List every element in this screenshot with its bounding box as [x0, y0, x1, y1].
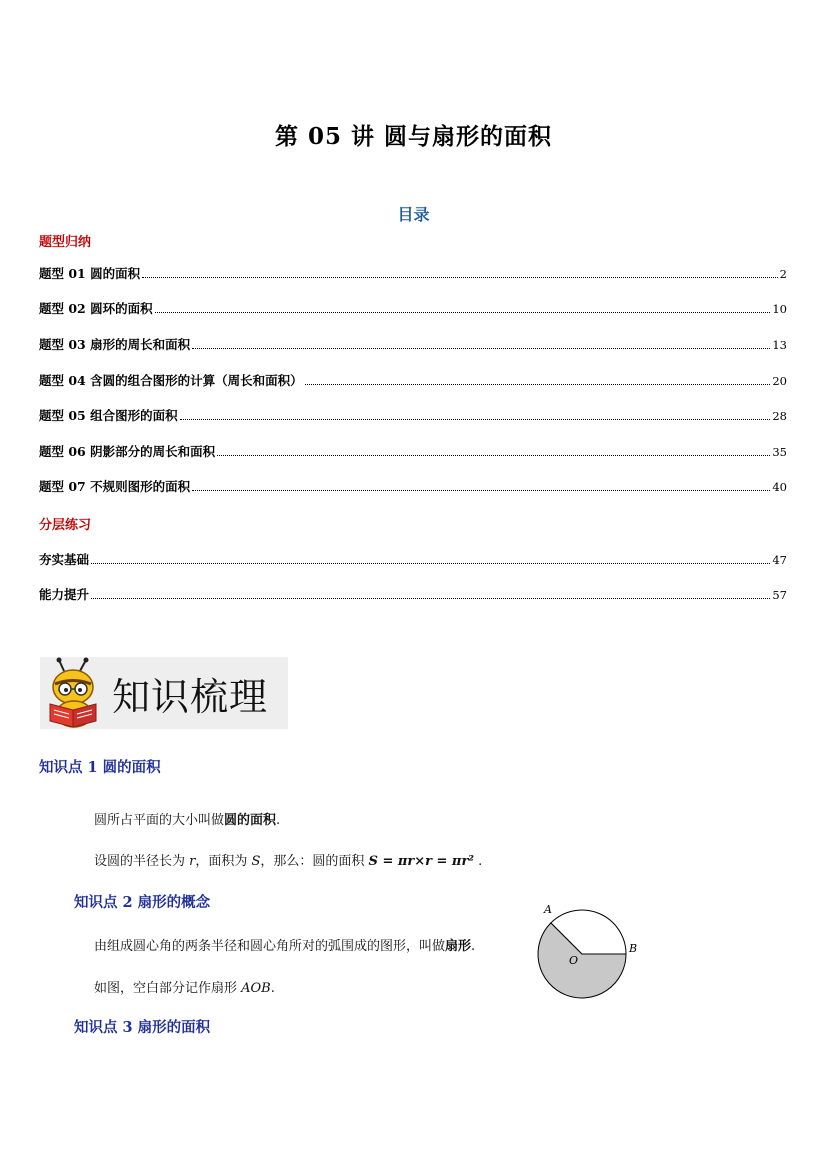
kp1-term: 圆的面积	[224, 813, 277, 828]
toc-section-practice: 分层练习	[39, 518, 92, 533]
toc-item-label: 题型 02 圆环的面积	[39, 301, 153, 316]
toc-item-page: 20	[772, 374, 787, 388]
kp2-term: 扇形	[445, 939, 472, 954]
toc-item-label: 题型 07 不规则图形的面积	[39, 479, 191, 494]
toc-section-question-types: 题型归纳	[39, 235, 92, 250]
kp3-heading: 知识点 3 扇形的面积	[74, 1019, 211, 1036]
toc-item[interactable]	[39, 552, 787, 568]
toc-dot-leader	[91, 598, 770, 599]
kp1-definition	[94, 809, 280, 828]
toc-item-page: 10	[772, 302, 787, 316]
kp2-line2-pre: 如图，空白部分记作扇形	[94, 981, 242, 996]
toc-item-label: 题型 05 组合图形的面积	[39, 408, 178, 423]
toc-item[interactable]	[39, 479, 787, 495]
kp1-line1-pre: 圆所占平面的大小叫做	[94, 813, 225, 828]
sector-figure	[530, 898, 650, 1004]
toc-item-page: 13	[772, 338, 787, 352]
toc-item-label: 题型 06 阴影部分的周长和面积	[39, 444, 216, 459]
area-symbol: S	[251, 854, 261, 869]
toc-item-label: 题型 03 扇形的周长和面积	[39, 337, 191, 352]
page-title: 第 05 讲 圆与扇形的面积	[274, 123, 553, 150]
toc-item[interactable]	[39, 266, 787, 282]
point-b-label: B	[629, 942, 638, 955]
toc-item-page: 28	[772, 409, 787, 423]
kp1-heading: 知识点 1 圆的面积	[39, 759, 161, 776]
toc-item[interactable]	[39, 337, 787, 353]
toc-item[interactable]	[39, 444, 787, 460]
knowledge-banner	[40, 657, 288, 729]
kp1-line1-post: .	[276, 813, 281, 828]
toc-item-page: 47	[772, 553, 787, 567]
toc-item-page: 2	[779, 267, 787, 281]
point-a-label: A	[544, 903, 552, 916]
radius-symbol: r	[189, 854, 196, 869]
toc-item-page: 57	[772, 588, 787, 602]
kp2-line1-pre: 由组成圆心角的两条半径和圆心角所对的弧围成的图形，叫做	[94, 939, 446, 954]
toc-dot-leader	[217, 455, 770, 456]
toc-dot-leader	[192, 348, 770, 349]
toc-item[interactable]	[39, 408, 787, 424]
toc-item[interactable]	[39, 301, 787, 317]
point-o-label: O	[569, 954, 579, 967]
toc-dot-leader	[180, 419, 771, 420]
kp1-line2-mid: ，面积为	[195, 854, 252, 869]
toc-item-page: 35	[772, 445, 787, 459]
toc-item[interactable]	[39, 373, 787, 389]
toc-dot-leader	[192, 490, 770, 491]
toc-item-label: 题型 01 圆的面积	[39, 266, 141, 281]
kp2-heading: 知识点 2 扇形的概念	[74, 894, 211, 911]
bee-reading-icon	[40, 657, 108, 729]
toc-item-label: 能力提升	[39, 587, 90, 602]
toc-item[interactable]	[39, 587, 787, 603]
toc-dot-leader	[305, 384, 771, 385]
kp2-line1-post: .	[471, 939, 476, 954]
kp1-line2-post: .	[474, 854, 483, 869]
toc-dot-leader	[155, 312, 771, 313]
area-formula: S = πr×r = πr²	[368, 854, 474, 869]
toc-dot-leader	[91, 563, 770, 564]
kp2-line2-post: .	[270, 981, 275, 996]
kp1-line2-pre: 设圆的半径长为	[94, 854, 190, 869]
kp2-figure-note	[94, 977, 275, 996]
kp1-formula-line	[94, 850, 482, 869]
toc-item-page: 40	[772, 480, 787, 494]
toc-item-label: 题型 04 含圆的组合图形的计算（周长和面积）	[39, 373, 303, 388]
sector-name: AOB	[241, 981, 271, 996]
toc-heading: 目录	[397, 205, 430, 224]
kp2-definition	[94, 935, 475, 954]
banner-title: 知识梳理	[112, 674, 269, 719]
toc-dot-leader	[142, 277, 778, 278]
kp1-line2-mid2: ，那么：圆的面积	[260, 854, 369, 869]
toc-item-label: 夯实基础	[39, 552, 90, 567]
